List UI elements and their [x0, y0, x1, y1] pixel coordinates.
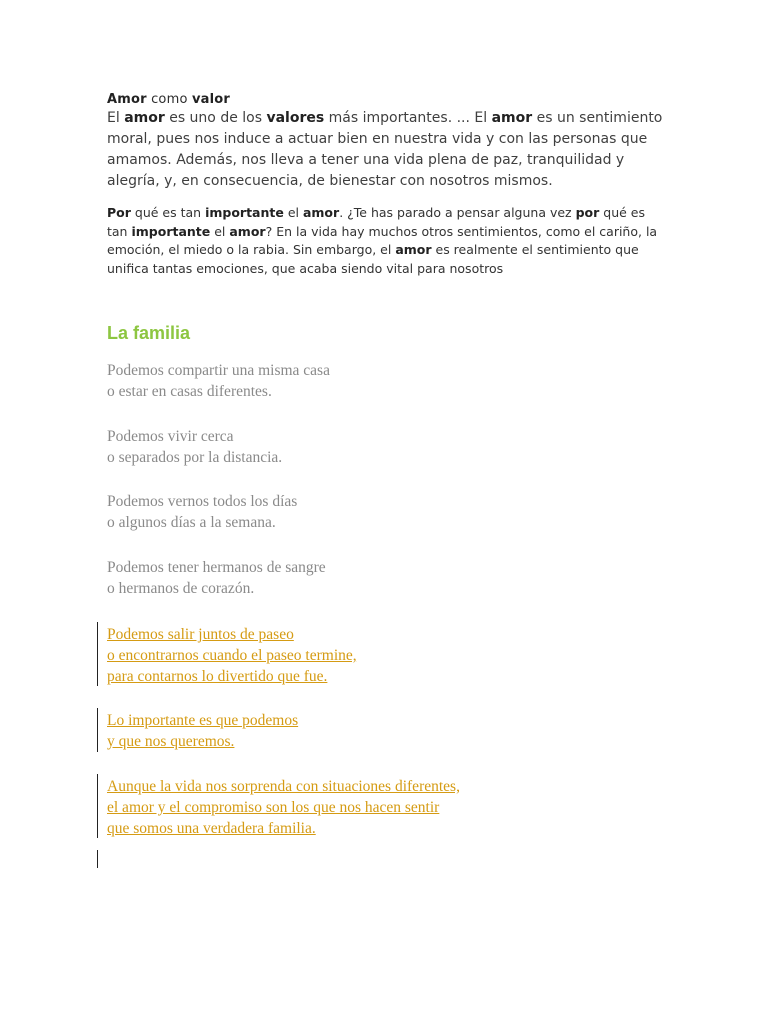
poem-line: Aunque la vida nos sorprenda con situaciones diferentes,: [107, 778, 460, 795]
bold-keyword: importante: [131, 223, 211, 239]
poem-line: para contarnos lo divertido que fue.: [107, 668, 328, 685]
bold-keyword: amor: [395, 242, 432, 257]
poem-stanza-2: [107, 426, 282, 468]
poem-stanza-4: [107, 557, 326, 599]
text-run: ? En la vida hay muchos otros sentimientos, como el cariño, la emoción, el miedo o la rabia. Sin embargo, el: [107, 223, 658, 257]
text-run: el: [210, 223, 230, 239]
poem-line: o estar en casas diferentes.: [107, 383, 272, 400]
text-run: qué es tan: [107, 205, 646, 239]
bold-keyword: importante: [205, 205, 284, 220]
poem-stanza-7: [107, 776, 460, 839]
poem-line: Podemos tener hermanos de sangre: [107, 559, 326, 576]
bold-keyword: amor: [302, 205, 340, 220]
bold-keyword: Por: [107, 205, 131, 220]
section-title: [107, 92, 230, 107]
revision-bar: [97, 708, 98, 752]
poem-stanza-1: [107, 360, 330, 402]
poem-line: y que nos queremos.: [107, 733, 235, 750]
bold-keyword: amor: [491, 110, 533, 126]
poem-line: Podemos compartir una misma casa: [107, 362, 330, 379]
title-word-amor: Amor: [107, 92, 147, 107]
text-run: es realmente el sentimiento que unifica tantas emociones, que acaba siendo vital para nosotros: [107, 242, 639, 276]
bold-keyword: por: [575, 205, 600, 220]
revision-bar: [97, 774, 98, 838]
poem-line: Podemos vernos todos los días: [107, 493, 298, 510]
intro-paragraph-2: [107, 204, 667, 278]
bold-keyword: amor: [229, 223, 266, 239]
poem-line: el amor y el compromiso son los que nos hacen sentir: [107, 799, 440, 816]
poem-stanza-5: [107, 624, 357, 687]
text-run: El: [107, 110, 125, 126]
revision-bar: [97, 622, 98, 686]
poem-line: que somos una verdadera familia.: [107, 820, 316, 837]
poem-line: Podemos salir juntos de paseo: [107, 626, 294, 643]
poem-line: Podemos vivir cerca: [107, 428, 234, 445]
text-run: es un sentimiento moral, pues nos induce a actuar bien en nuestra vida y con las personas que amamos. Además, nos lleva a tener una vida plena de paz, tranquilidad y alegría, y, en consecuencia, de bienestar con nosotros mismos.: [107, 110, 663, 189]
poem-heading: La familia: [107, 323, 191, 343]
text-run: es uno de los: [164, 110, 267, 126]
text-run: el: [283, 205, 303, 220]
poem-line: o hermanos de corazón.: [107, 580, 255, 597]
poem-line: o algunos días a la semana.: [107, 514, 276, 531]
title-word-como: como: [146, 92, 192, 107]
poem-stanza-3: [107, 491, 297, 533]
title-word-valor: valor: [191, 92, 230, 107]
bold-keyword: amor: [124, 110, 165, 126]
text-cursor: [97, 850, 98, 868]
text-run: más importantes. ... El: [324, 110, 492, 126]
text-run: qué es tan: [130, 205, 206, 220]
poem-line: o encontrarnos cuando el paseo termine,: [107, 647, 357, 664]
intro-paragraph-1: [107, 108, 667, 192]
poem-stanza-6: [107, 710, 298, 752]
bold-keyword: valores: [266, 110, 325, 126]
text-run: . ¿Te has parado a pensar alguna vez: [339, 205, 576, 220]
poem-line: Lo importante es que podemos: [107, 712, 299, 729]
poem-line: o separados por la distancia.: [107, 449, 283, 466]
